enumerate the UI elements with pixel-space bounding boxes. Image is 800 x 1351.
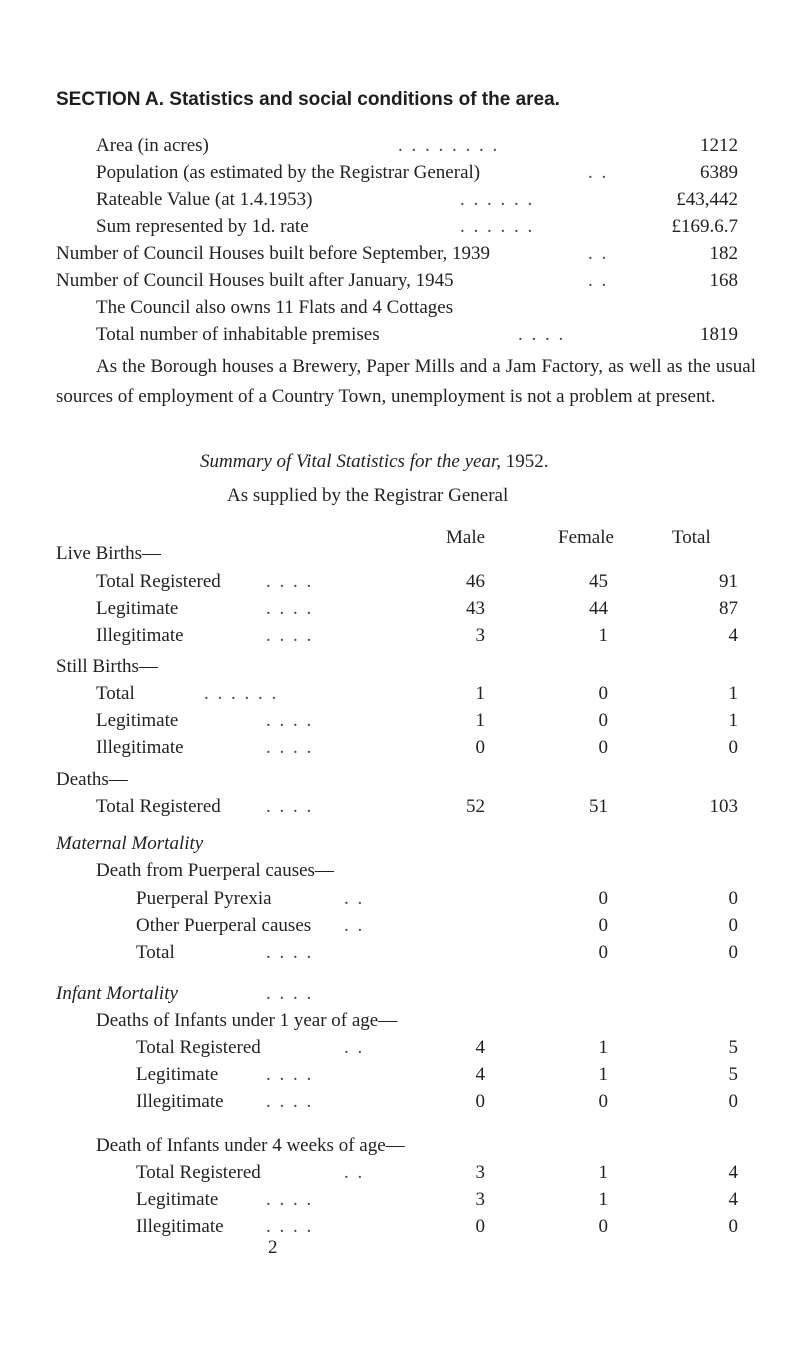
stat-value-population: 6389 <box>700 162 738 183</box>
live-births-illegitimate-female: 1 <box>598 625 608 646</box>
still-births-total-total: 1 <box>728 683 738 704</box>
maternal-total-label: Total <box>136 942 175 963</box>
still-births-illegitimate-male: 0 <box>475 737 485 758</box>
infant-4w-total-total: 4 <box>728 1162 738 1183</box>
stat-label-inhabitable-premises: Total number of inhabitable premises <box>96 324 380 345</box>
live-births-illegitimate-label: Illegitimate <box>96 625 184 646</box>
infant-4w-legitimate-female: 1 <box>598 1189 608 1210</box>
stat-dots-area: . . . . . . . . <box>398 135 500 156</box>
infant-4w-total-label: Total Registered <box>136 1162 261 1183</box>
stat-dots-population: . . <box>588 162 609 183</box>
live-births-legitimate-total: 87 <box>719 598 738 619</box>
live-births-total-male: 46 <box>466 571 485 592</box>
still-births-illegitimate-label: Illegitimate <box>96 737 184 758</box>
infant-under-1-year-subheading: Deaths of Infants under 1 year of age— <box>96 1010 398 1031</box>
stat-value-area: 1212 <box>700 135 738 156</box>
maternal-pyrexia-dots: . . <box>344 888 365 909</box>
deaths-total-female: 51 <box>589 796 608 817</box>
column-header-female: Female <box>558 527 614 548</box>
infant-4w-legitimate-dots: . . . . <box>266 1189 314 1210</box>
infant-1y-total-female: 1 <box>598 1037 608 1058</box>
live-births-total-dots: . . . . <box>266 571 314 592</box>
infant-mortality-heading: Infant Mortality <box>56 983 178 1004</box>
still-births-legitimate-label: Legitimate <box>96 710 179 731</box>
section-title: SECTION A. Statistics and social conditions of the area. <box>56 89 560 110</box>
infant-1y-total-total: 5 <box>728 1037 738 1058</box>
deaths-heading: Deaths— <box>56 769 128 790</box>
employment-paragraph: As the Borough houses a Brewery, Paper Mills and a Jam Factory, as well as the usual sources of employment of a Country Town, unemployment is not a problem at present. <box>56 356 756 407</box>
infant-mortality-heading-dots: . . . . <box>266 983 314 1004</box>
stat-value-houses-after-1945: 168 <box>709 270 738 291</box>
deaths-total-label: Total Registered <box>96 796 221 817</box>
maternal-other-causes-label: Other Puerperal causes <box>136 915 312 936</box>
infant-4w-legitimate-total: 4 <box>728 1189 738 1210</box>
still-births-legitimate-dots: . . . . <box>266 710 314 731</box>
infant-4w-illegitimate-dots: . . . . <box>266 1216 314 1237</box>
stat-label-population: Population (as estimated by the Registrar General) <box>96 162 481 183</box>
maternal-pyrexia-label: Puerperal Pyrexia <box>136 888 272 909</box>
infant-1y-legitimate-total: 5 <box>728 1064 738 1085</box>
live-births-legitimate-dots: . . . . <box>266 598 314 619</box>
stat-label-penny-rate: Sum represented by 1d. rate <box>96 216 309 237</box>
still-births-total-male: 1 <box>475 683 485 704</box>
infant-4w-illegitimate-male: 0 <box>475 1216 485 1237</box>
still-births-total-female: 0 <box>598 683 608 704</box>
live-births-total-female: 45 <box>589 571 608 592</box>
stat-label-area: Area (in acres) <box>96 135 209 156</box>
infant-1y-total-dots: . . <box>344 1037 365 1058</box>
live-births-heading: Live Births— <box>56 543 162 564</box>
summary-title: Summary of Vital Statistics for the year, <box>200 451 501 472</box>
infant-4w-illegitimate-female: 0 <box>598 1216 608 1237</box>
page-number: 2 <box>268 1237 278 1258</box>
stat-label-houses-before-1939: Number of Council Houses built before September, 1939 <box>56 243 491 264</box>
maternal-mortality-heading: Maternal Mortality <box>56 833 204 854</box>
infant-4w-legitimate-male: 3 <box>475 1189 485 1210</box>
infant-4w-illegitimate-total: 0 <box>728 1216 738 1237</box>
still-births-illegitimate-total: 0 <box>728 737 738 758</box>
still-births-legitimate-male: 1 <box>475 710 485 731</box>
still-births-illegitimate-dots: . . . . <box>266 737 314 758</box>
live-births-total-label: Total Registered <box>96 571 221 592</box>
infant-4w-total-dots: . . <box>344 1162 365 1183</box>
maternal-total-total: 0 <box>728 942 738 963</box>
still-births-illegitimate-female: 0 <box>598 737 608 758</box>
stat-dots-rateable-value: . . . . . . <box>460 189 535 210</box>
stat-dots-inhabitable-premises: . . . . <box>518 324 566 345</box>
maternal-total-female: 0 <box>598 942 608 963</box>
summary-title-line <box>200 452 549 471</box>
stat-label-flats-cottages: The Council also owns 11 Flats and 4 Cottages <box>96 297 454 318</box>
live-births-total-total: 91 <box>719 571 738 592</box>
stat-dots-houses-before-1939: . . <box>588 243 609 264</box>
still-births-legitimate-total: 1 <box>728 710 738 731</box>
infant-4w-illegitimate-label: Illegitimate <box>136 1216 224 1237</box>
maternal-other-causes-female: 0 <box>598 915 608 936</box>
stat-label-houses-after-1945: Number of Council Houses built after January, 1945 <box>56 270 454 291</box>
infant-4w-total-male: 3 <box>475 1162 485 1183</box>
live-births-legitimate-female: 44 <box>589 598 608 619</box>
infant-1y-illegitimate-dots: . . . . <box>266 1091 314 1112</box>
stat-dots-penny-rate: . . . . . . <box>460 216 535 237</box>
infant-1y-legitimate-label: Legitimate <box>136 1064 219 1085</box>
infant-1y-total-label: Total Registered <box>136 1037 261 1058</box>
deaths-total-total: 103 <box>709 796 738 817</box>
infant-1y-illegitimate-label: Illegitimate <box>136 1091 224 1112</box>
maternal-total-dots: . . . . <box>266 942 314 963</box>
summary-subtitle: As supplied by the Registrar General <box>227 485 509 506</box>
still-births-total-label: Total <box>96 683 135 704</box>
deaths-total-dots: . . . . <box>266 796 314 817</box>
stat-value-penny-rate: £169.6.7 <box>671 216 738 237</box>
infant-1y-illegitimate-male: 0 <box>475 1091 485 1112</box>
live-births-legitimate-male: 43 <box>466 598 485 619</box>
infant-4w-total-female: 1 <box>598 1162 608 1183</box>
maternal-other-causes-total: 0 <box>728 915 738 936</box>
stat-label-rateable-value: Rateable Value (at 1.4.1953) <box>96 189 313 210</box>
still-births-total-dots: . . . . . . <box>204 683 279 704</box>
infant-1y-illegitimate-total: 0 <box>728 1091 738 1112</box>
still-births-legitimate-female: 0 <box>598 710 608 731</box>
infant-1y-legitimate-female: 1 <box>598 1064 608 1085</box>
column-header-male: Male <box>446 527 486 548</box>
stat-value-houses-before-1939: 182 <box>709 243 738 264</box>
infant-1y-legitimate-dots: . . . . <box>266 1064 314 1085</box>
column-header-total: Total <box>672 527 711 548</box>
live-births-illegitimate-total: 4 <box>728 625 738 646</box>
live-births-legitimate-label: Legitimate <box>96 598 179 619</box>
summary-year: 1952. <box>505 451 549 472</box>
maternal-pyrexia-total: 0 <box>728 888 738 909</box>
infant-1y-legitimate-male: 4 <box>475 1064 485 1085</box>
maternal-pyrexia-female: 0 <box>598 888 608 909</box>
live-births-illegitimate-male: 3 <box>475 625 485 646</box>
maternal-subheading: Death from Puerperal causes— <box>96 860 334 881</box>
infant-1y-total-male: 4 <box>475 1037 485 1058</box>
stat-dots-houses-after-1945: . . <box>588 270 609 291</box>
infant-4w-legitimate-label: Legitimate <box>136 1189 219 1210</box>
stat-value-rateable-value: £43,442 <box>676 189 738 210</box>
maternal-other-causes-dots: . . <box>344 915 365 936</box>
live-births-illegitimate-dots: . . . . <box>266 625 314 646</box>
still-births-heading: Still Births— <box>56 656 158 677</box>
infant-1y-illegitimate-female: 0 <box>598 1091 608 1112</box>
deaths-total-male: 52 <box>466 796 485 817</box>
stat-value-inhabitable-premises: 1819 <box>700 324 738 345</box>
infant-under-4-weeks-subheading: Death of Infants under 4 weeks of age— <box>96 1135 405 1156</box>
